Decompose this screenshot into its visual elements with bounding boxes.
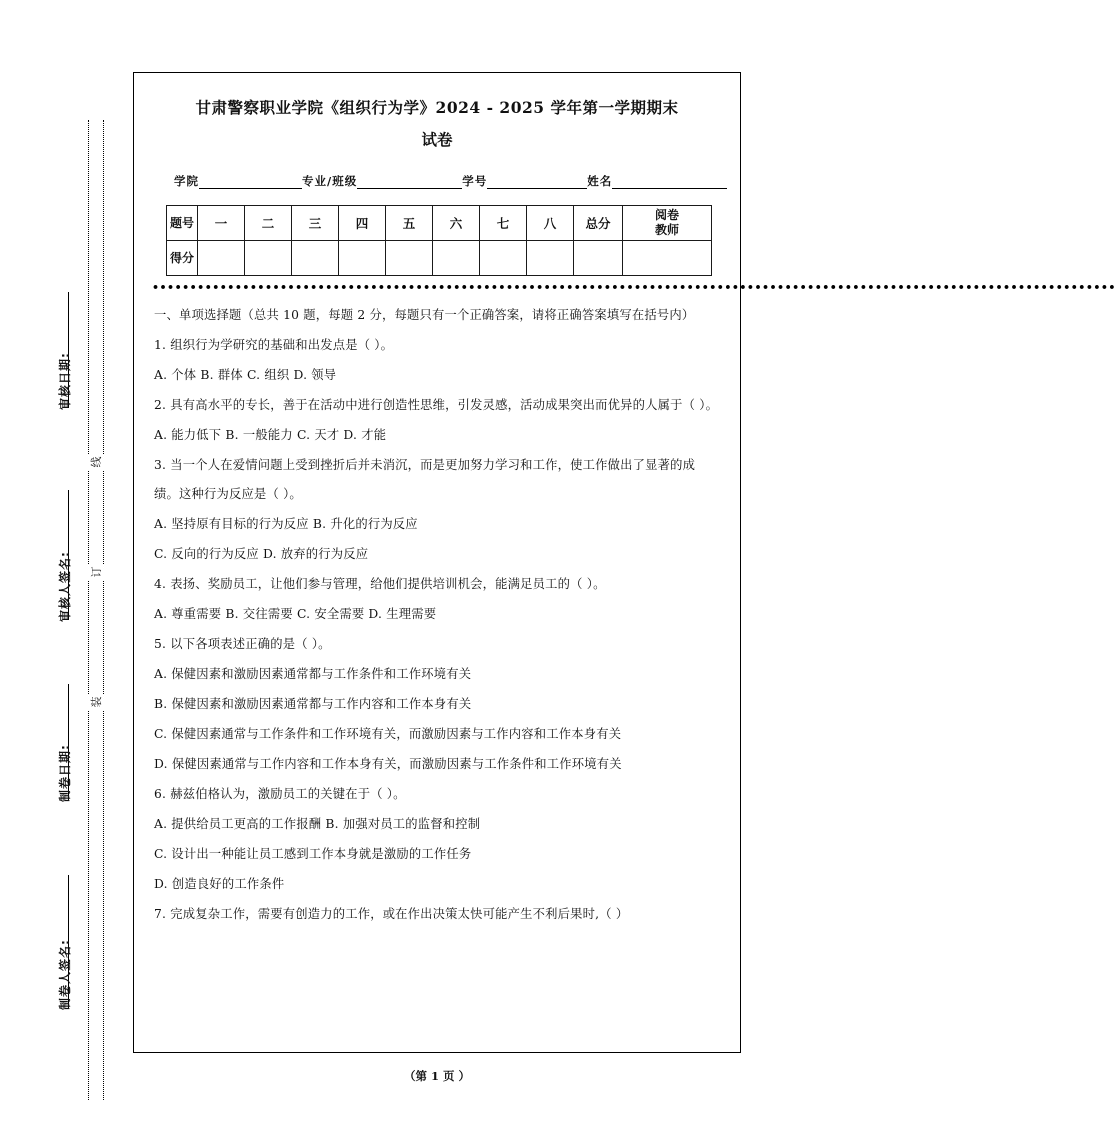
college-label: 学院 xyxy=(174,174,199,188)
q3-stem: 3. 当一个人在爱情问题上受到挫折后并未消沉，而是更加努力学习和工作，使工作做出了显著的成绩。这种行为反应是（ ）。 xyxy=(154,458,696,501)
q3-options-cd: C. 反向的行为反应 D. 放弃的行为反应 xyxy=(154,547,369,561)
table-row-scores xyxy=(167,241,712,276)
col-header-4: 四 xyxy=(339,206,386,241)
name-field[interactable] xyxy=(587,173,727,189)
q7-stem: 7. 完成复杂工作，需要有创造力的工作，或在作出决策太快可能产生不利后果时,（ ） xyxy=(154,907,629,921)
student-id-label: 学号 xyxy=(462,174,488,188)
student-id-field[interactable] xyxy=(462,173,587,189)
score-cell-total[interactable] xyxy=(574,241,623,276)
table-row-question-numbers xyxy=(167,206,712,241)
score-cell-1[interactable] xyxy=(198,241,245,276)
exam-paper-frame xyxy=(133,72,1116,1053)
q2-stem: 2. 具有高水平的专长，善于在活动中进行创造性思维，引发灵感，活动成果突出而优异的人属于（ ）。 xyxy=(154,398,719,412)
col-header-7: 七 xyxy=(480,206,527,241)
binding-dotted-line-outer xyxy=(103,120,104,1100)
dotted-separator: •••••••••••••••••••••••••••••••••••••••••••••••••••••••••••••••••••••••••••••••••••••••••••••••••••••••••••••••••••••••••••••••• xyxy=(152,281,1116,294)
score-cell-8[interactable] xyxy=(527,241,574,276)
student-info-row xyxy=(174,173,706,189)
score-cell-grader[interactable] xyxy=(623,241,712,276)
grader-label-line1: 阅卷 xyxy=(654,208,679,222)
college-field[interactable] xyxy=(174,173,302,189)
name-input[interactable] xyxy=(612,177,727,189)
student-id-input[interactable] xyxy=(487,177,587,189)
line-glyph: 线 xyxy=(86,454,106,470)
review-date-text: 审核日期: xyxy=(58,352,72,410)
col-header-5: 五 xyxy=(386,206,433,241)
paper-maker-signature-text: 制卷人签名: xyxy=(58,939,72,1010)
pack-glyph: 装 xyxy=(86,694,106,710)
bind-glyph: 订 xyxy=(86,564,106,580)
col-header-grader xyxy=(623,206,712,241)
questions-section xyxy=(154,301,720,929)
major-class-label: 专业/班级 xyxy=(302,174,358,188)
q1-stem: 1. 组织行为学研究的基础和出发点是（ ）。 xyxy=(154,338,394,352)
review-date-label xyxy=(56,352,73,410)
page-title: 甘肃警察职业学院《组织行为学》2024 - 2025 学年第一学期期末 xyxy=(195,98,679,117)
college-input[interactable] xyxy=(199,177,302,189)
q5-option-c: C. 保健因素通常与工作条件和工作环境有关，而激励因素与工作内容和工作本身有关 xyxy=(154,727,622,741)
q4-options: A. 尊重需要 B. 交往需要 C. 安全需要 D. 生理需要 xyxy=(154,607,437,621)
row-label-question-number: 题号 xyxy=(167,206,198,241)
name-label: 姓名 xyxy=(587,174,613,188)
q5-option-a: A. 保健因素和激励因素通常都与工作条件和工作环境有关 xyxy=(154,667,472,681)
score-cell-7[interactable] xyxy=(480,241,527,276)
grader-label-line2: 教师 xyxy=(654,223,679,237)
score-cell-6[interactable] xyxy=(433,241,480,276)
page-title-line2: 试卷 xyxy=(421,130,453,149)
reviewer-signature-text: 审核人签名: xyxy=(58,551,72,622)
q1-options: A. 个体 B. 群体 C. 组织 D. 领导 xyxy=(154,368,337,382)
reviewer-signature-label xyxy=(56,551,73,622)
score-cell-4[interactable] xyxy=(339,241,386,276)
q2-options: A. 能力低下 B. 一般能力 C. 天才 D. 才能 xyxy=(154,428,387,442)
col-header-3: 三 xyxy=(292,206,339,241)
col-header-6: 六 xyxy=(433,206,480,241)
score-cell-2[interactable] xyxy=(245,241,292,276)
paper-date-text: 制卷日期: xyxy=(58,744,72,802)
major-class-field[interactable] xyxy=(302,173,462,189)
major-class-input[interactable] xyxy=(357,177,462,189)
score-cell-5[interactable] xyxy=(386,241,433,276)
row-label-score: 得分 xyxy=(167,241,198,276)
col-header-2: 二 xyxy=(245,206,292,241)
score-cell-3[interactable] xyxy=(292,241,339,276)
q5-option-b: B. 保健因素和激励因素通常都与工作内容和工作本身有关 xyxy=(154,697,472,711)
score-table xyxy=(166,205,712,276)
section-heading: 一、单项选择题（总共 10 题，每题 2 分，每题只有一个正确答案，请将正确答案填写在括号内） xyxy=(154,308,695,322)
col-header-1: 一 xyxy=(198,206,245,241)
col-header-8: 八 xyxy=(527,206,574,241)
paper-date-label xyxy=(56,744,73,802)
q4-stem: 4. 表扬、奖励员工，让他们参与管理，给他们提供培训机会，能满足员工的（ ）。 xyxy=(154,577,606,591)
binding-margin xyxy=(0,0,133,1122)
q6-option-d: D. 创造良好的工作条件 xyxy=(154,877,285,891)
paper-maker-signature-label xyxy=(56,939,73,1010)
q3-options-ab: A. 坚持原有目标的行为反应 B. 升化的行为反应 xyxy=(154,517,418,531)
q6-stem: 6. 赫兹伯格认为，激励员工的关键在于（ ）。 xyxy=(154,787,406,801)
q6-option-c: C. 设计出一种能让员工感到工作本身就是激励的工作任务 xyxy=(154,847,472,861)
col-header-total: 总分 xyxy=(574,206,623,241)
q6-options-ab: A. 提供给员工更高的工作报酬 B. 加强对员工的监督和控制 xyxy=(154,817,481,831)
page-footer: （第 1 页 ） xyxy=(403,1069,470,1083)
q5-stem: 5. 以下各项表述正确的是（ ）。 xyxy=(154,637,331,651)
binding-dotted-line-inner xyxy=(88,120,89,1100)
q5-option-d: D. 保健因素通常与工作内容和工作本身有关，而激励因素与工作条件和工作环境有关 xyxy=(154,757,622,771)
